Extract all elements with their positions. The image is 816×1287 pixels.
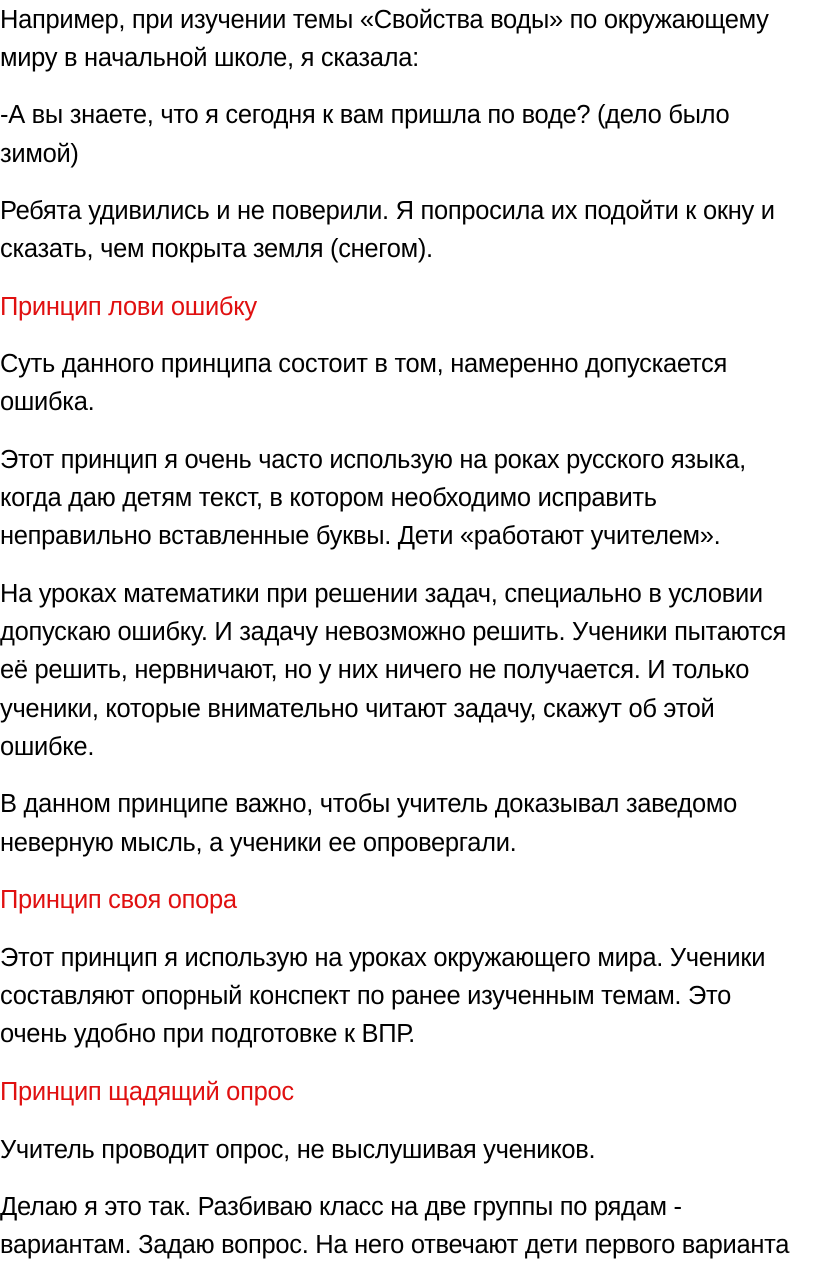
text-line: В данном принципе важно, чтобы учитель доказывал заведомо bbox=[0, 790, 737, 818]
text-line: очень удобно при подготовке к ВПР. bbox=[0, 1020, 415, 1048]
text-line: Этот принцип я использую на уроках окружающего мира. Ученики bbox=[0, 944, 766, 972]
text-line: -А вы знаете, что я сегодня к вам пришла по воде? (дело было bbox=[0, 101, 730, 129]
text-line: вариантам. Задаю вопрос. На него отвечают дети первого варианта bbox=[0, 1231, 790, 1259]
text-line: Учитель проводит опрос, не выслушивая учеников. bbox=[0, 1136, 596, 1164]
text-line: её решить, нервничают, но у них ничего не получается. И только bbox=[0, 656, 750, 684]
text-line: Например, при изучении темы «Свойства воды» по окружающему bbox=[0, 6, 769, 34]
text-line: неверную мысль, а ученики ее опровергали. bbox=[0, 829, 517, 857]
section-heading: Принцип своя опора bbox=[0, 886, 237, 914]
text-line: Делаю я это так. Разбиваю класс на две группы по рядам - bbox=[0, 1193, 682, 1221]
text-line: когда даю детям текст, в котором необходимо исправить bbox=[0, 484, 657, 512]
text-line: ошибке. bbox=[0, 733, 95, 761]
text-line: составляют опорный конспект по ранее изученным темам. Это bbox=[0, 982, 732, 1010]
text-line: зимой) bbox=[0, 140, 79, 168]
text-line: неправильно вставленные буквы. Дети «работают учителем». bbox=[0, 522, 721, 550]
text-line: ученики, которые внимательно читают задачу, скажут об этой bbox=[0, 695, 715, 723]
text-line: Ребята удивились и не поверили. Я попросила их подойти к окну и bbox=[0, 197, 775, 225]
text-line: сказать, чем покрыта земля (снегом). bbox=[0, 235, 433, 263]
section-heading: Принцип щадящий опрос bbox=[0, 1078, 294, 1106]
text-line: ошибка. bbox=[0, 388, 95, 416]
text-line: Суть данного принципа состоит в том, намеренно допускается bbox=[0, 350, 727, 378]
section-heading: Принцип лови ошибку bbox=[0, 293, 257, 321]
text-line: На уроках математики при решении задач, специально в условии bbox=[0, 580, 763, 608]
text-line: Этот принцип я очень часто использую на роках русского языка, bbox=[0, 446, 746, 474]
text-line: миру в начальной школе, я сказала: bbox=[0, 44, 419, 72]
text-line: допускаю ошибку. И задачу невозможно решить. Ученики пытаются bbox=[0, 618, 786, 646]
